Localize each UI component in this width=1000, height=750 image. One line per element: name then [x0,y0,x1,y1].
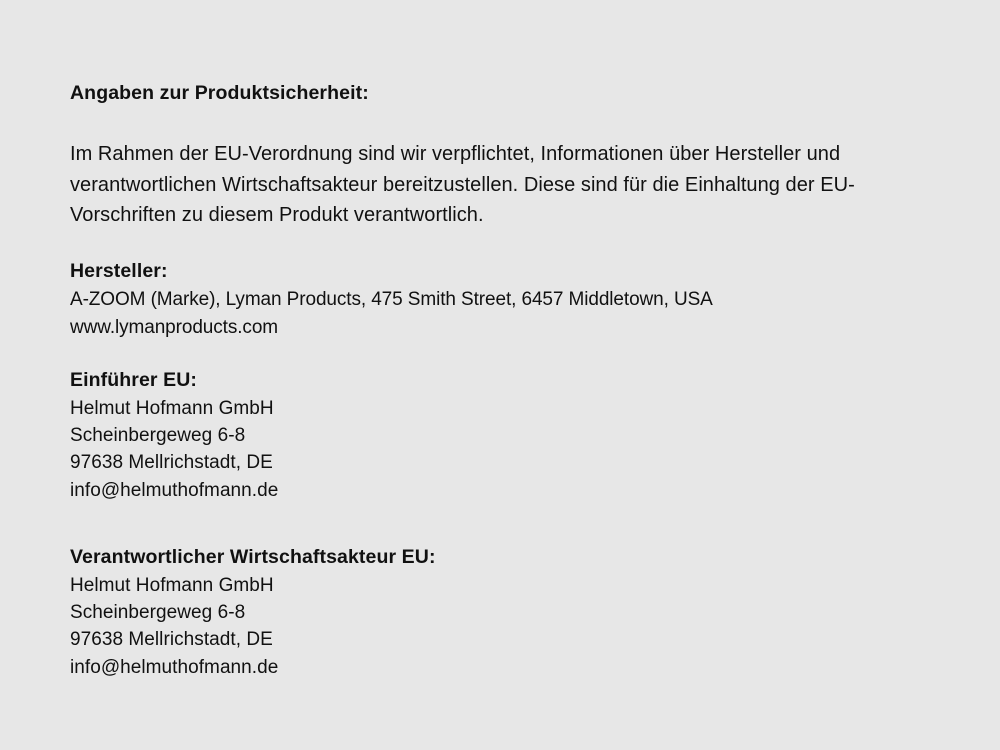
section-responsible-person-line: 97638 Mellrichstadt, DE [70,629,273,651]
section-responsible-person-line: Helmut Hofmann GmbH [70,574,274,596]
section-importer-line: Helmut Hofmann GmbH [70,397,274,419]
section-importer-line: 97638 Mellrichstadt, DE [70,452,273,474]
section-manufacturer-line: A-ZOOM (Marke), Lyman Products, 475 Smith Street, 6457 Middletown, USA [70,289,713,311]
section-manufacturer [70,258,930,340]
section-importer-title: Einführer EU: [70,368,197,391]
page-title: Angaben zur Produktsicherheit: [70,82,369,104]
section-importer [70,367,930,504]
section-responsible-person-title: Verantwortlicher Wirtschaftsakteur EU: [70,546,436,569]
section-manufacturer-title: Hersteller: [70,260,168,283]
section-responsible-person-line: Scheinbergeweg 6-8 [70,602,246,624]
section-importer-line: Scheinbergeweg 6-8 [70,424,246,446]
section-responsible-person-email: info@helmuthofmann.de [70,656,279,678]
section-manufacturer-website: www.lymanproducts.com [70,316,279,338]
section-importer-email: info@helmuthofmann.de [70,479,279,501]
intro-paragraph: Im Rahmen der EU-Verordnung sind wir verpflichtet, Informationen über Hersteller und verantwortlichen Wirtschaftsakteur bereitzustellen. Diese sind für die Einhaltung der EU-Vorschriften zu diesem Produkt verantwortlich. [70,143,855,227]
section-responsible-person [70,544,930,681]
